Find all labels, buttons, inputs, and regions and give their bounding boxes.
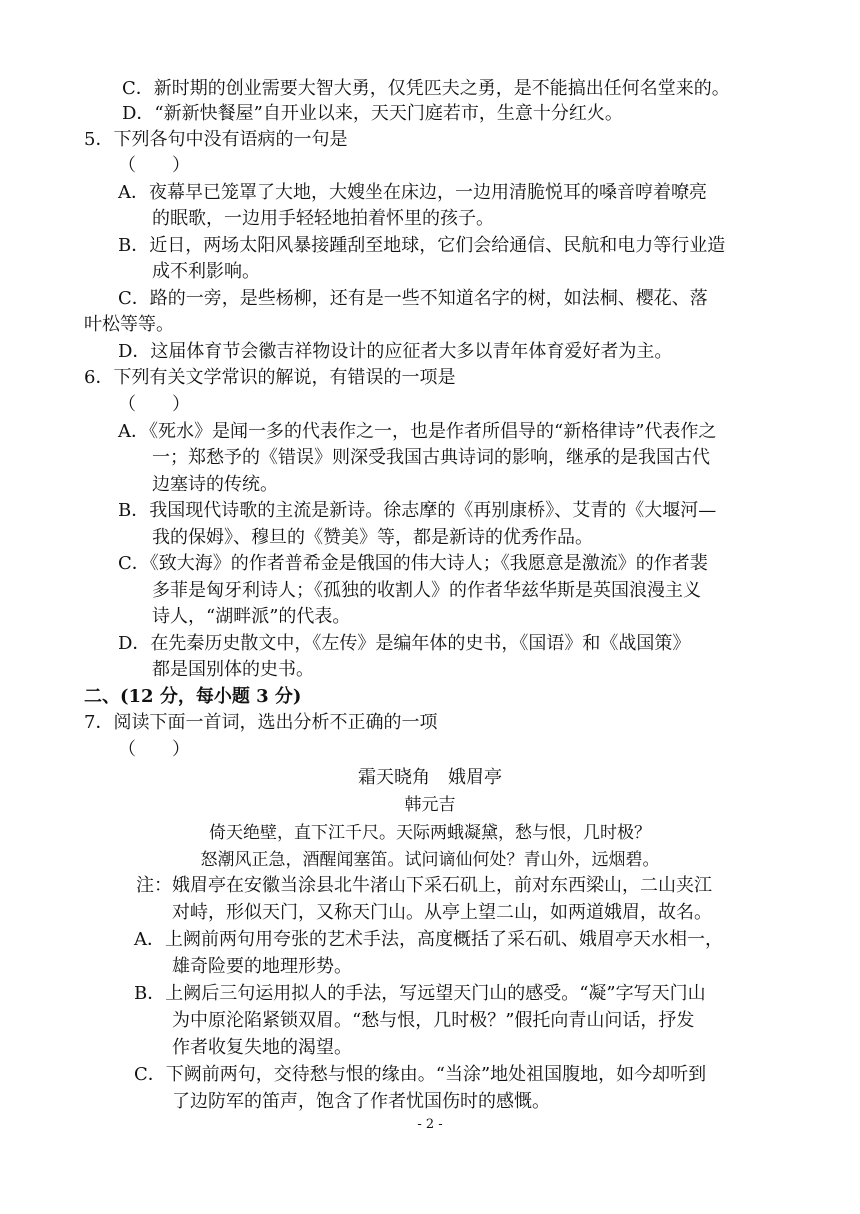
text-line: C．新时期的创业需要大智大勇，仅凭匹夫之勇，是不能搞出任何名堂来的。 [122,78,730,99]
text-line: A．夜幕早已笼罩了大地，大嫂坐在床边，一边用清脆悦耳的嗓音哼着嘹亮 [118,182,707,203]
text-line: 我的保姆》、穆旦的《赞美》等，都是新诗的优秀作品。 [152,527,593,548]
text-line: D．这届体育节会徽吉祥物设计的应征者大多以青年体育爱好者为主。 [118,341,673,362]
text-line: A．上阙前两句用夸张的艺术手法，高度概括了采石矶、娥眉亭天水相一， [134,929,723,950]
text-line: B．上阙后三句运用拟人的手法，写远望天门山的感受。“凝”字写天门山 [134,983,706,1004]
text-line: C．下阙前两句，交待愁与恨的缘由。“当涂”地处祖国腹地，如今却听到 [134,1064,707,1085]
text-line: 边塞诗的传统。 [152,474,278,495]
text-line: 注：娥眉亭在安徽当涂县北牛渚山下采石矶上，前对东西梁山，二山夹江 [136,875,712,896]
text-line: （ ） [118,155,190,176]
text-line: 怒潮风正急，酒醒闻塞笛。试问谪仙何处？青山外，远烟碧。 [200,850,660,870]
text-line: 霜天晓角 娥眉亭 [358,767,502,788]
text-line: 6．下列有关文学常识的解说，有错误的一项是 [84,367,456,388]
text-line: 7．阅读下面一首词，选出分析不正确的一项 [84,712,438,733]
text-line: 都是国别体的史书。 [152,659,314,680]
text-line: 的眠歌，一边用手轻轻地拍着怀里的孩子。 [152,208,494,229]
text-line: 成不利影响。 [152,261,260,282]
text-line: C．《致大海》的作者普希金是俄国的伟大诗人；《我愿意是激流》的作者裴 [118,553,708,574]
text-line: B．近日，两场太阳风暴接踵刮至地球，它们会给通信、民航和电力等行业造 [118,235,726,256]
text-line: A．《死水》是闻一多的代表作之一，也是作者所倡导的“新格律诗”代表作之 [118,421,717,442]
text-line: 多菲是匈牙利诗人；《孤独的收割人》的作者华兹华斯是英国浪漫主义 [152,580,701,601]
text-line: 了边防军的笛声，饱含了作者忧国伤时的感慨。 [172,1091,550,1112]
text-line: D．“新新快餐屋”自开业以来，天天门庭若市，生意十分红火。 [122,103,623,124]
text-line: 5．下列各句中没有语病的一句是 [84,129,348,150]
text-line: 韩元吉 [404,795,456,815]
text-line: 对峙，形似天门，又称天门山。从亭上望二山，如两道娥眉，故名。 [172,902,712,923]
text-line: C．路的一旁，是些杨柳，还有是一些不知道名字的树，如法桐、樱花、落 [118,288,708,309]
page-number: - 2 - [417,1117,443,1132]
text-line: （ ） [118,739,190,760]
text-line: 倚天绝壁，直下江千尺。天际两蛾凝黛，愁与恨，几时极？ [209,823,651,843]
text-line: 作者收复失地的渴望。 [172,1037,352,1058]
text-line: B．我国现代诗歌的主流是新诗。徐志摩的《再别康桥》、艾青的《大堰河— [118,500,717,521]
text-line: 为中原沦陷紧锁双眉。“愁与恨，几时极？”假托向青山问话，抒发 [172,1010,695,1031]
text-line: （ ） [118,394,190,415]
text-line: 雄奇险要的地理形势。 [172,956,352,977]
text-line: D．在先秦历史散文中，《左传》是编年体的史书，《国语》和《战国策》 [118,633,691,654]
text-line: 二、(12 分，每小题 3 分) [84,686,302,707]
text-line: 诗人，“湖畔派”的代表。 [152,606,351,627]
text-line: 叶松等等。 [84,314,174,335]
text-line: 一；郑愁予的《错误》则深受我国古典诗词的影响，继承的是我国古代 [152,447,710,468]
